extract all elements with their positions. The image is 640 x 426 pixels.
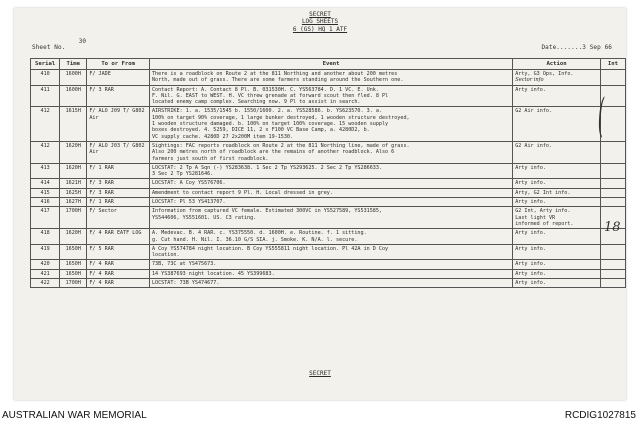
event-cell	[149, 229, 512, 245]
column-header: Event	[149, 59, 512, 70]
handwritten-bracket: (	[597, 88, 605, 142]
event-line: 100% on target 90% coverage, 1 large bunker destroyed, 1 wooden structure destroyed,	[151, 114, 410, 121]
serial-cell: 418	[31, 229, 60, 245]
to-from-cell: F/ 5 RAR	[87, 244, 150, 260]
classification-bottom: SECRET	[309, 370, 331, 377]
event-cell	[149, 85, 512, 107]
action-cell	[513, 244, 601, 260]
time-cell: 1650H	[60, 244, 87, 260]
event-line: A Coy YS574784 night location. B Coy YS555811 night location. Pl 42A in D Coy	[151, 245, 389, 252]
archive-caption: AUSTRALIAN WAR MEMORIAL	[2, 410, 147, 421]
table-row	[31, 260, 626, 269]
serial-cell: 416	[31, 198, 60, 207]
table-row	[31, 107, 626, 141]
event-cell	[149, 244, 512, 260]
event-line: Also 200 metres north of roadblock are the remains of another roadblock. Also 6	[151, 149, 395, 156]
table-row	[31, 198, 626, 207]
int-cell	[600, 179, 625, 188]
log-table	[30, 58, 626, 288]
action-line: Arty info.	[515, 245, 546, 252]
sheet-title: LOG SHEETS	[301, 18, 339, 25]
to-from-cell: F/ 1 RAR	[87, 163, 150, 179]
sheet-number: 30	[78, 38, 87, 45]
event-cell	[149, 163, 512, 179]
serial-cell: 417	[31, 207, 60, 229]
serial-cell: 413	[31, 163, 60, 179]
int-cell	[600, 198, 625, 207]
action-line: G2 Air info.	[515, 108, 553, 115]
date-field: Date.......3 Sep 66	[541, 44, 612, 51]
int-cell	[600, 260, 625, 269]
time-cell: 1621H	[60, 179, 87, 188]
table-row	[31, 163, 626, 179]
action-cell	[513, 107, 601, 141]
event-cell	[149, 107, 512, 141]
archive-reference: RCDIG1027815	[564, 410, 636, 421]
event-line: location.	[151, 252, 180, 259]
time-cell: 1600H	[60, 70, 87, 86]
to-from-cell: F/ 3 RAR	[87, 179, 150, 188]
action-line: Arty info.	[515, 230, 546, 237]
event-cell	[149, 207, 512, 229]
serial-cell: 410	[31, 70, 60, 86]
time-cell: 1650H	[60, 260, 87, 269]
time-cell: 1620H	[60, 141, 87, 163]
action-line: informed of report.	[515, 220, 574, 227]
action-cell	[513, 188, 601, 197]
column-header: Action	[513, 59, 601, 70]
time-cell: 1627H	[60, 198, 87, 207]
event-cell	[149, 188, 512, 197]
event-line: Amendment to contact report 9 Pl. H. Local dressed in grey.	[151, 189, 333, 196]
sheet-number-field: Sheet No.30	[32, 44, 99, 51]
event-cell	[149, 179, 512, 188]
event-line: LOCSTAT: Pl 53 YS413707.	[151, 199, 226, 206]
event-line: LOCSTAT: 2 Tp A Sqn (-) YS283638. 1 Sec 2 Tp YS293625. 2 Sec 2 Tp YS286633.	[151, 164, 382, 171]
serial-cell: 421	[31, 269, 60, 278]
action-line: Arty info.	[515, 199, 546, 206]
column-header: Int	[600, 59, 625, 70]
table-row	[31, 141, 626, 163]
event-cell	[149, 269, 512, 278]
to-from-cell: F/ 4 RAR EATF LOG	[87, 229, 150, 245]
action-line: Arty info.	[515, 270, 546, 277]
to-from-cell: F/ Sector	[87, 207, 150, 229]
serial-cell: 412	[31, 141, 60, 163]
event-line: Sightings: FAC reports roadblock on Route 2 at the 811 Northing line, made of grass.	[151, 142, 410, 149]
int-cell	[600, 107, 625, 141]
event-cell	[149, 141, 512, 163]
time-cell: 1650H	[60, 269, 87, 278]
to-from-cell: F/ 3 RAR	[87, 188, 150, 197]
table-header-row	[31, 59, 626, 70]
column-header: To or From	[87, 59, 150, 70]
log-table-body	[31, 70, 626, 288]
int-cell	[600, 244, 625, 260]
event-cell	[149, 260, 512, 269]
event-line: boxes destroyed. 4. 5259, DICE 11, 2 x F100 VC Base Camp, a. 4280D2, b.	[151, 127, 370, 134]
event-line: North, made out of grass. There are some farmers standing around the Southern one.	[151, 77, 404, 84]
time-cell: 1620H	[60, 229, 87, 245]
event-line: Contact Report: A. Contact 8 Pl. B. 031530H. C. YS563784. D. 1 VC. E. Unk.	[151, 86, 379, 93]
action-line: Arty, G3 Ops, Info.	[515, 71, 574, 77]
table-row	[31, 207, 626, 229]
to-from-cell: F/ 4 RAR	[87, 279, 150, 288]
action-line: Arty, G2 Int info.	[515, 189, 571, 196]
action-cell	[513, 163, 601, 179]
event-line: LOCSTAT: 73B YS474677.	[151, 280, 220, 287]
int-cell	[600, 70, 625, 86]
int-cell	[600, 85, 625, 107]
event-line: F. Nil. G. EAST to WEST. H. VC threw grenade at forward scout then fled. 8 Pl	[151, 92, 389, 99]
event-line: LOCSTAT: A Coy YS576706.	[151, 180, 226, 187]
int-cell	[600, 188, 625, 197]
serial-cell: 414	[31, 179, 60, 188]
time-cell: 1620H	[60, 163, 87, 179]
int-cell	[600, 163, 625, 179]
action-line: Sector info	[515, 77, 544, 84]
unit-title: 6 (GS) HQ 1 ATF	[292, 26, 348, 33]
event-line: 3 Sec 2 Tp YS281646.	[151, 171, 214, 178]
int-cell	[600, 269, 625, 278]
action-line: Arty info.	[515, 86, 546, 93]
table-row	[31, 269, 626, 278]
event-line: 14 YS387693 night location. 45 YS399683.	[151, 270, 275, 277]
action-cell	[513, 70, 601, 86]
serial-cell: 412	[31, 107, 60, 141]
handwritten-margin-mark: 18	[604, 220, 621, 235]
to-from-cell: F/ 4 RAR	[87, 269, 150, 278]
serial-cell: 420	[31, 260, 60, 269]
event-line: farmers just south of first roadblock.	[151, 155, 269, 162]
time-cell: 1625H	[60, 188, 87, 197]
time-cell: 1600H	[60, 85, 87, 107]
time-cell: 1615H	[60, 107, 87, 141]
time-cell: 1700H	[60, 279, 87, 288]
classification-top: SECRET	[309, 11, 331, 18]
serial-cell: 422	[31, 279, 60, 288]
event-cell	[149, 198, 512, 207]
event-line: There is a roadblock on Route 2 at the 811 Northing and another about 200 metres	[151, 71, 398, 77]
date-value: 3 Sep 66	[582, 44, 612, 51]
int-cell	[600, 141, 625, 163]
event-line: VC supply cache. 4280D 27 2x200M item 19-1530.	[151, 133, 294, 140]
action-line: Last light VR	[515, 214, 556, 221]
event-cell	[149, 70, 512, 86]
action-cell	[513, 279, 601, 288]
action-cell	[513, 179, 601, 188]
event-line: AIRSTRIKE: 1. a. 1535/1545 b. 1550/1600. 2. a. YS528586. b. YS623570. 3. a.	[151, 108, 382, 115]
action-line: Arty info.	[515, 261, 546, 268]
int-cell	[600, 279, 625, 288]
table-row	[31, 188, 626, 197]
to-from-cell: F/ ALO J03 T/ G802 Air	[87, 141, 150, 163]
event-line: 1 wooden structure damaged. b. 100% on target 100% coverage. 15 wooden supply	[151, 121, 389, 128]
time-cell: 1700H	[60, 207, 87, 229]
action-cell	[513, 260, 601, 269]
serial-cell: 415	[31, 188, 60, 197]
log-sheet-page	[14, 8, 626, 400]
to-from-cell: F/ 1 RAR	[87, 198, 150, 207]
table-row	[31, 179, 626, 188]
event-line: A. Medevac. B. 4 RAR. c. YS375550. d. 1600H. e. Routine. f. 1 sitting.	[151, 230, 367, 237]
event-cell	[149, 279, 512, 288]
event-line: YS544606, YS551601. US. C3 rating.	[151, 214, 257, 221]
table-row	[31, 229, 626, 245]
action-line: Arty info.	[515, 164, 546, 171]
to-from-cell: F/ 3 RAR	[87, 85, 150, 107]
event-line: located enemy camp complex. Searching now. 9 Pl to assist in search.	[151, 99, 361, 106]
to-from-cell: F/ ALO J09 T/ G802 Air	[87, 107, 150, 141]
action-cell	[513, 141, 601, 163]
action-cell	[513, 229, 601, 245]
action-cell	[513, 198, 601, 207]
column-header: Serial	[31, 59, 60, 70]
action-cell	[513, 85, 601, 107]
table-row	[31, 279, 626, 288]
event-line: 73B, 73C at YS475673.	[151, 261, 217, 268]
table-row	[31, 244, 626, 260]
to-from-cell: F/ 4 RAR	[87, 260, 150, 269]
to-from-cell: F/ JADE	[87, 70, 150, 86]
table-row	[31, 70, 626, 86]
event-line: Information from captured VC female. Estimated 300VC in YS527589, YS531585,	[151, 208, 382, 215]
event-line: g. Cut hand. H. Nil. I. 36.10 G/S SIA. j. Smoke. K. N/A. l. secure.	[151, 236, 358, 243]
serial-cell: 419	[31, 244, 60, 260]
action-line: G2 Air info.	[515, 142, 553, 149]
action-line: Arty info.	[515, 280, 546, 287]
action-line: G2 Int, Arty info.	[515, 208, 571, 215]
action-cell	[513, 207, 601, 229]
action-cell	[513, 269, 601, 278]
table-row	[31, 85, 626, 107]
serial-cell: 411	[31, 85, 60, 107]
action-line: Arty info.	[515, 180, 546, 187]
column-header: Time	[60, 59, 87, 70]
